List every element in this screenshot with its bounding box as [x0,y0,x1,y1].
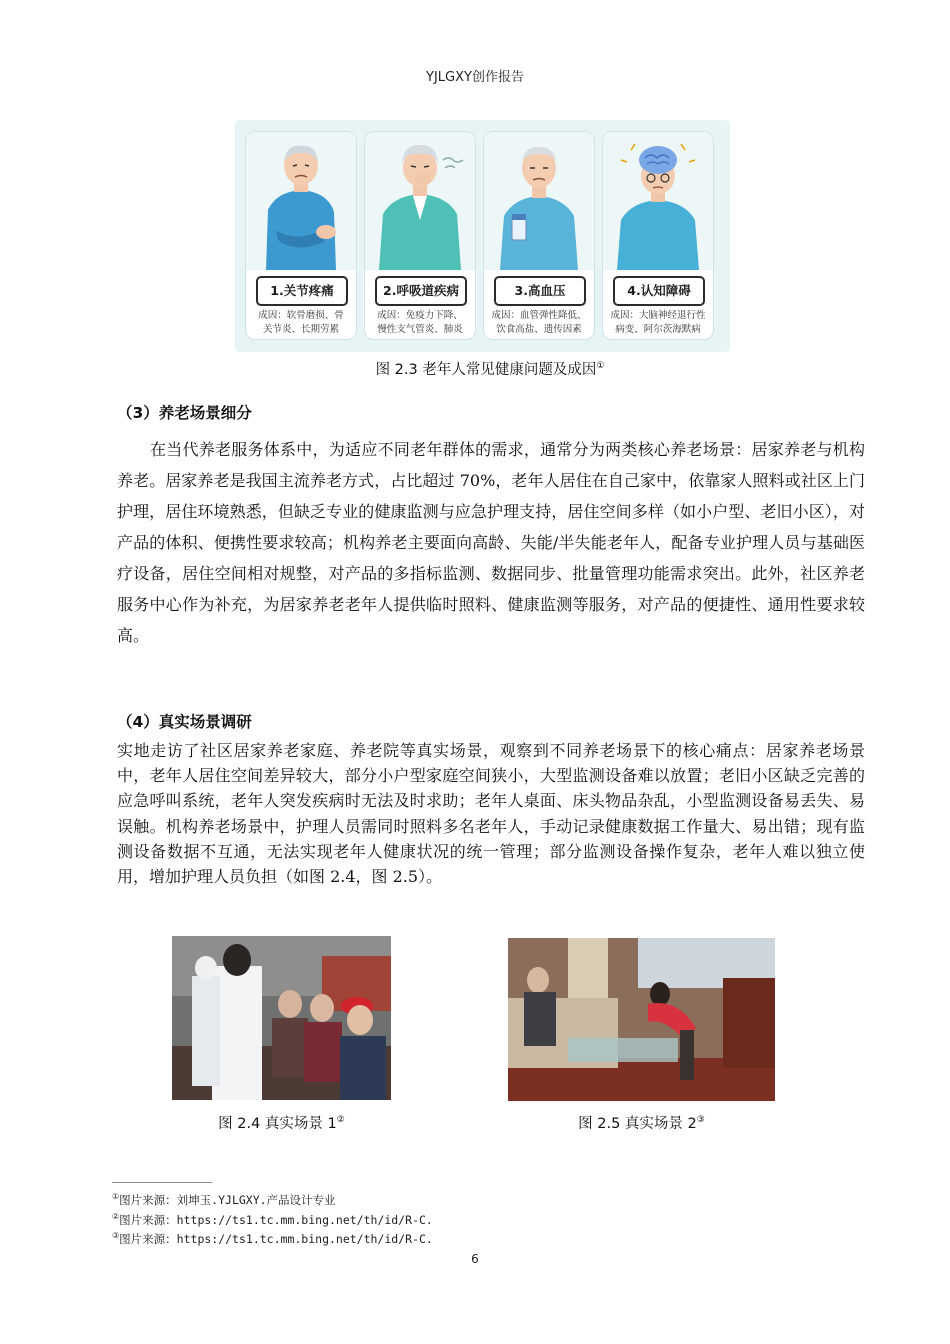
health-card-title: 3.高血压 [494,276,586,306]
figure-caption-2-5: 图 2.5 真实场景 2③ [578,1115,705,1132]
section-title-3: （3）养老场景细分 [117,404,252,422]
elder-joint-pain-illustration [246,132,356,270]
section-title-4: （4）真实场景调研 [117,713,252,731]
photo-real-scene-1 [172,936,391,1100]
section-3-paragraph: 在当代养老服务体系中，为适应不同老年群体的需求，通常分为两类核心养老场景：居家养老与机构养老。居家养老是我国主流养老方式，占比超过 70%，老年人居住在自己家中，依靠家人照料或社区上门护理，居住环境熟悉，但缺乏专业的健康监测与应急护理支持，居住空间多样（如小户型、老旧小区），对产品的体积、便携性要求较高；机构养老主要面向高龄、失能/半失能老年人，配备专业护理人员与基础医疗设备，居住空间相对规整，对产品的多指标监测、数据同步、批量管理功能需求突出。此外，社区养老服务中心作为补充，为居家养老老年人提供临时照料、健康监测等服务，对产品的便捷性、通用性要求较高。 [117,440,865,645]
health-card-hypertension [483,131,595,340]
health-card-title: 2.呼吸道疾病 [375,276,467,306]
elder-brain-illustration [603,132,713,270]
health-card-cause: 成因：大脑神经退行性 病变、阿尔茨海默病 [610,310,706,335]
health-card-cause: 成因：软骨磨损、骨 关节炎、长期劳累 [258,310,344,335]
section-4-paragraph: 实地走访了社区居家养老家庭、养老院等真实场景，观察到不同养老场景下的核心痛点：居家养老场景中，老年人居住空间差异较大，部分小户型家庭空间狭小，大型监测设备难以放置；老旧小区缺乏完善的应急呼叫系统，老年人突发疾病时无法及时求助；老年人桌面、床头物品杂乱，小型监测设备易丢失、易误触。机构养老场景中，护理人员需同时照料多名老年人，手动记录健康数据工作量大、易出错；现有监测设备数据不互通，无法实现老年人健康状况的统一管理；部分监测设备操作复杂，老年人难以独立使用，增加护理人员负担（如图 2.4，图 2.5）。 [117,741,865,887]
health-card-title: 1.关节疼痛 [256,276,348,306]
health-card-joint-pain [245,131,357,340]
health-card-respiratory [364,131,476,340]
footnote-separator [112,1182,212,1183]
page-number: 6 [471,1252,479,1266]
health-card-cause: 成因：血管弹性降低、 饮食高盐、遗传因素 [491,310,587,335]
health-card-cause: 成因：免疫力下降、 慢性支气管炎、肺炎 [377,310,463,335]
footnote-2: ②图片来源：https://ts1.tc.mm.bing.net/th/id/R-C. [112,1212,433,1227]
health-issues-figure [235,120,730,352]
figure-caption-2-3: 图 2.3 老年人常见健康问题及成因① [375,361,605,378]
footnote-3: ③图片来源：https://ts1.tc.mm.bing.net/th/id/R-C. [112,1231,433,1246]
elder-medicine-illustration [484,132,594,270]
elder-coughing-illustration [365,132,475,270]
health-card-title: 4.认知障碍 [613,276,705,306]
health-card-cognitive [602,131,714,340]
photo-real-scene-2 [508,938,775,1101]
footnote-1: ①图片来源：刘坤玉.YJLGXY.产品设计专业 [112,1192,336,1207]
page-header: YJLGXY创作报告 [426,70,524,85]
figure-caption-2-4: 图 2.4 真实场景 1② [218,1115,345,1132]
